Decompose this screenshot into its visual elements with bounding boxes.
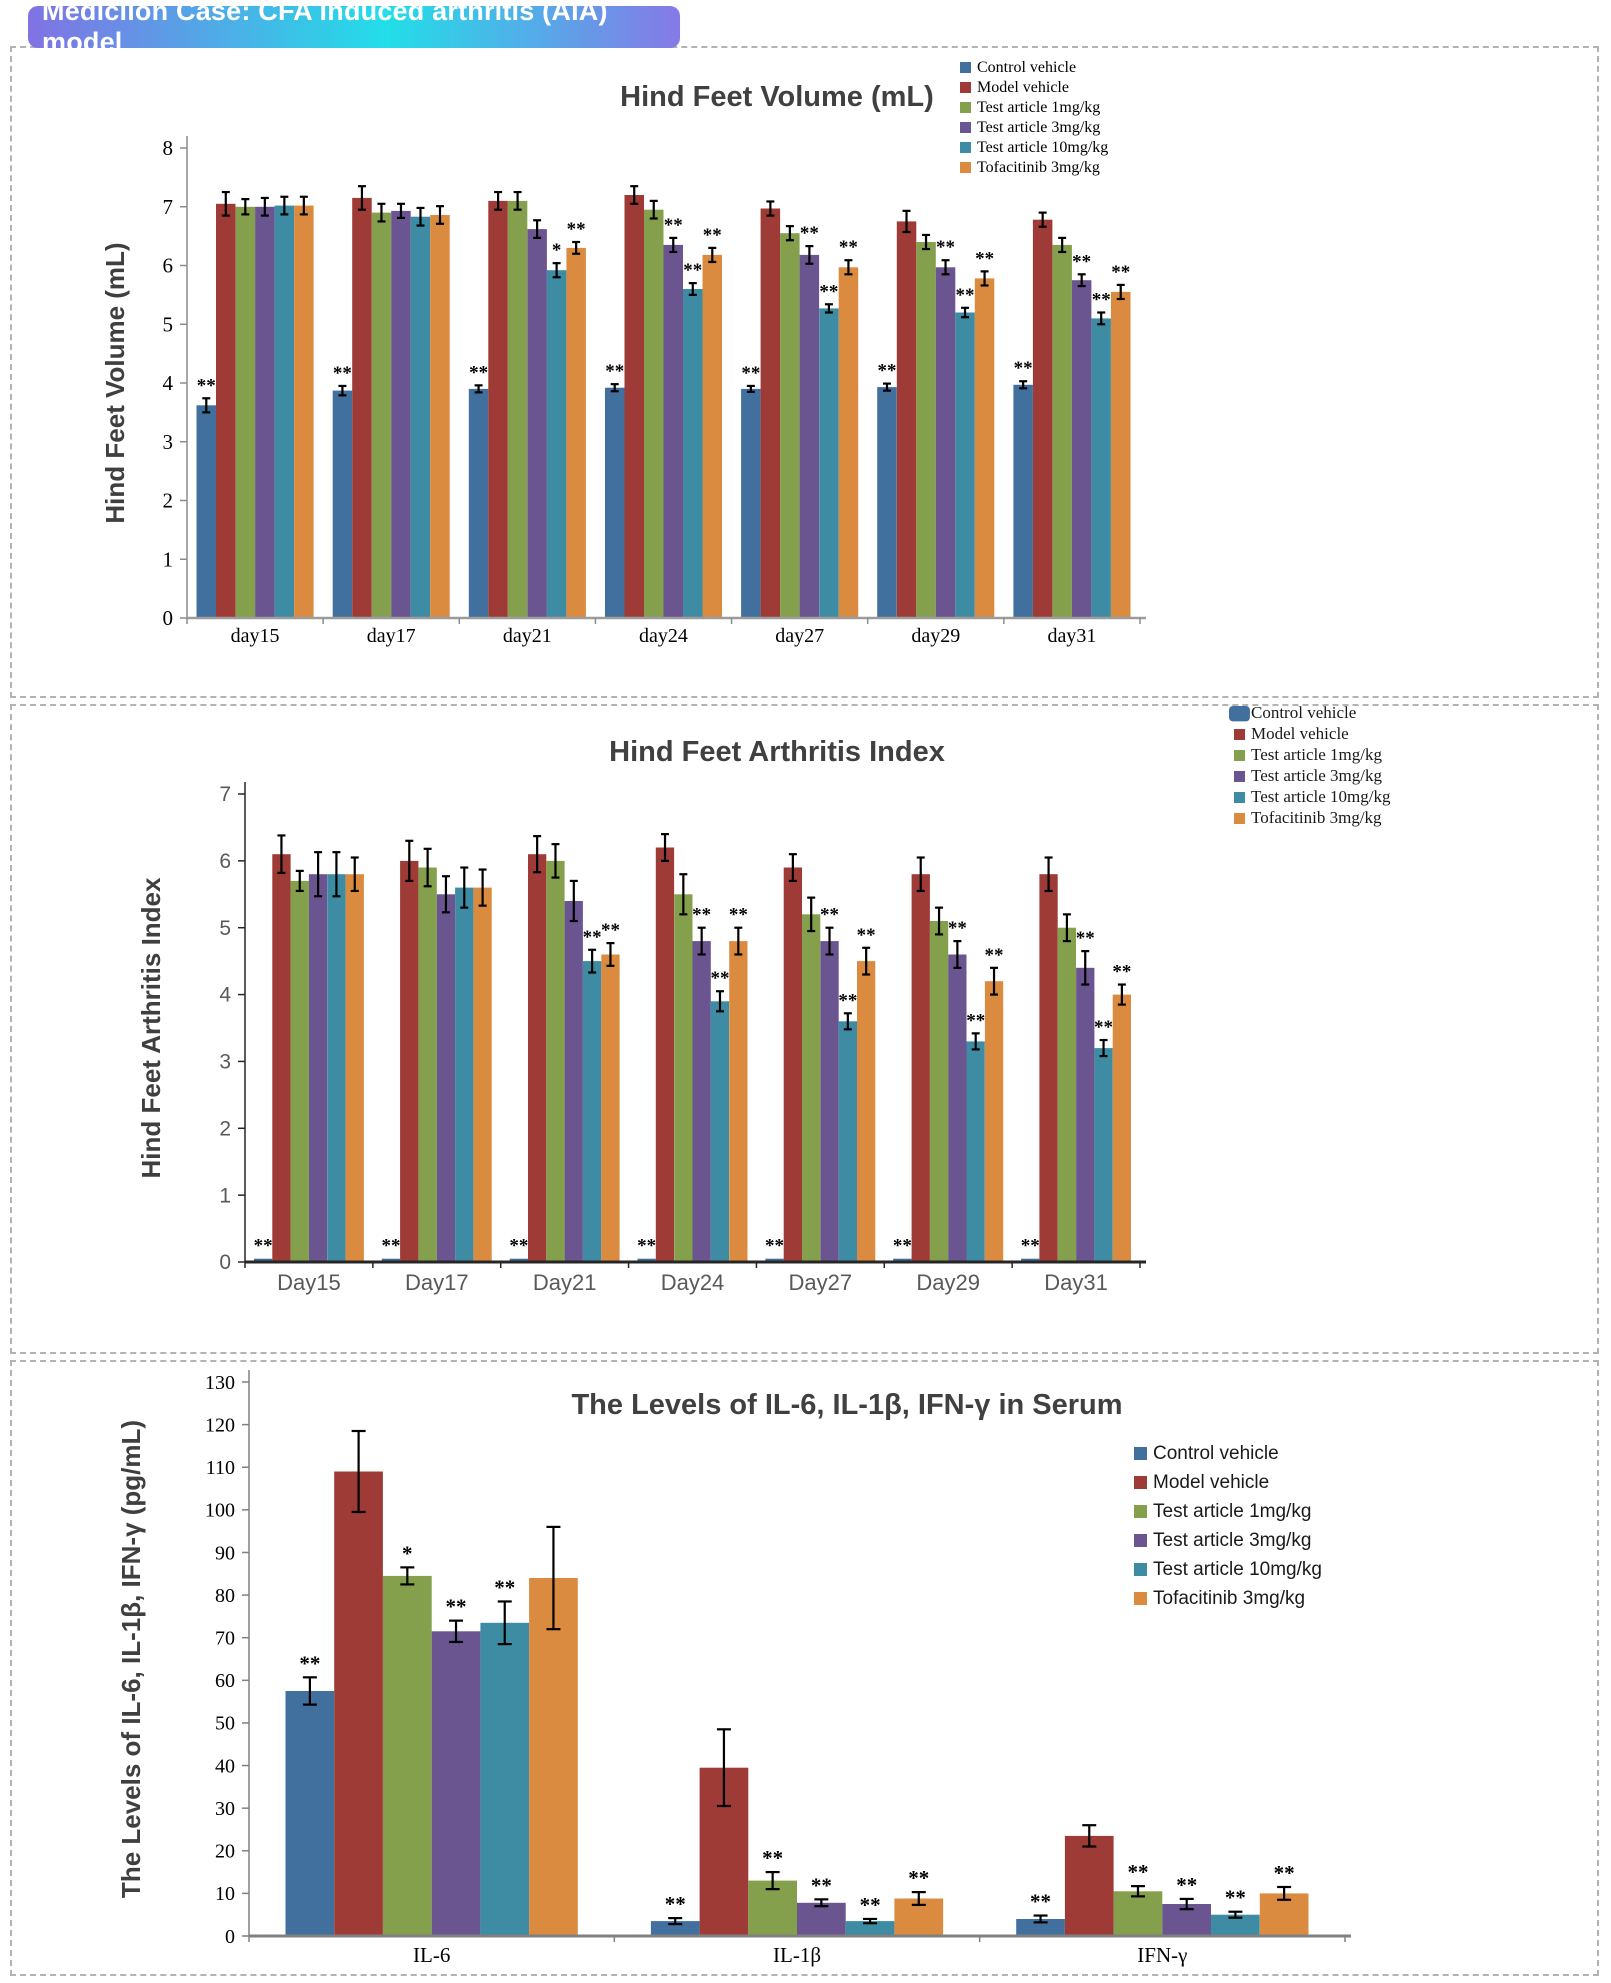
- legend: [1134, 1443, 1322, 1609]
- bar: [352, 198, 372, 618]
- chart-title: Hind Feet Volume (mL): [620, 81, 934, 113]
- sig-marker: **: [196, 375, 216, 397]
- legend-swatch: [1234, 750, 1245, 761]
- y-tick-label: 3: [162, 429, 173, 454]
- legend-swatch: [1234, 729, 1245, 740]
- sig-marker: **: [799, 223, 819, 245]
- bar: [529, 1578, 578, 1936]
- bar: [286, 1691, 335, 1936]
- bar: [400, 861, 418, 1262]
- sig-marker: **: [381, 1235, 401, 1257]
- panel-hind-feet-arthritis-index: [10, 704, 1599, 1354]
- legend-item: [960, 59, 1076, 76]
- y-tick-label: 7: [219, 783, 231, 807]
- bar: [1065, 1836, 1114, 1936]
- y-tick-label: 0: [225, 1925, 235, 1948]
- bar: [912, 874, 930, 1262]
- y-tick-label: 3: [219, 1050, 231, 1074]
- bar: [916, 242, 936, 618]
- y-tick-label: 5: [162, 312, 173, 337]
- legend-swatch: [1134, 1476, 1147, 1489]
- sig-marker: **: [509, 1235, 529, 1257]
- bar: [430, 215, 450, 618]
- legend-item: [1134, 1501, 1311, 1522]
- legend-label: Test article 3mg/kg: [977, 119, 1101, 136]
- y-axis-title: The Levels of IL-6, IL-1β, IFN-γ (pg/mL): [116, 1419, 146, 1899]
- y-tick-label: 6: [219, 849, 231, 873]
- legend-label: Control vehicle: [1251, 706, 1357, 722]
- sig-marker: **: [702, 224, 722, 246]
- y-tick-label: 7: [162, 194, 173, 219]
- bar: [546, 861, 564, 1262]
- legend: [960, 59, 1108, 176]
- bar: [1076, 968, 1094, 1262]
- serum-cytokine-levels-chart: [12, 1362, 1597, 1974]
- sig-marker: **: [1094, 1017, 1114, 1039]
- bar: [291, 881, 309, 1262]
- legend-label: Test article 1mg/kg: [1251, 745, 1382, 764]
- sig-marker: **: [877, 360, 897, 382]
- legend-item: [960, 119, 1100, 136]
- bar: [967, 1041, 985, 1262]
- legend-item: [960, 79, 1069, 96]
- legend-swatch: [960, 162, 971, 173]
- legend-label: Test article 1mg/kg: [977, 99, 1101, 116]
- bar: [877, 387, 897, 618]
- bar: [703, 255, 723, 618]
- bar: [488, 201, 508, 618]
- bar: [309, 874, 327, 1262]
- bar: [437, 894, 455, 1262]
- bar: [784, 868, 802, 1263]
- y-tick-label: 20: [215, 1840, 235, 1863]
- bar: [761, 209, 781, 619]
- y-tick-label: 70: [215, 1627, 235, 1650]
- legend-swatch: [960, 102, 971, 113]
- legend-swatch: [1134, 1534, 1147, 1547]
- legend-swatch: [1134, 1563, 1147, 1576]
- bar: [797, 1903, 846, 1936]
- legend-label: Test article 1mg/kg: [1153, 1501, 1312, 1522]
- sig-marker: **: [683, 260, 703, 282]
- sig-marker: **: [762, 1846, 784, 1871]
- y-tick-label: 5: [219, 916, 231, 940]
- y-tick-label: 90: [215, 1542, 235, 1565]
- bar: [625, 195, 645, 618]
- bar: [469, 389, 489, 618]
- panel-serum-cytokine-levels: [10, 1360, 1599, 1976]
- bar: [372, 213, 392, 618]
- sig-marker: **: [710, 968, 730, 990]
- hind-feet-arthritis-index-chart: [12, 706, 1597, 1352]
- y-tick-label: 110: [205, 1457, 235, 1480]
- sig-marker: **: [253, 1235, 273, 1257]
- y-tick-label: 60: [215, 1670, 235, 1693]
- sig-marker: **: [1013, 358, 1033, 380]
- y-tick-label: 100: [205, 1499, 235, 1522]
- bar: [693, 941, 711, 1262]
- legend-item: [1229, 706, 1356, 722]
- sig-marker: **: [856, 924, 876, 946]
- bar: [780, 233, 800, 618]
- x-category-label: day17: [366, 625, 416, 647]
- error-bar: [1019, 381, 1027, 388]
- bar: [1114, 1891, 1163, 1936]
- sig-marker: **: [947, 918, 967, 940]
- x-category-label: day24: [639, 625, 688, 647]
- sig-marker: **: [692, 904, 712, 926]
- bar: [644, 210, 664, 618]
- legend-item: [1234, 745, 1382, 764]
- bar: [473, 888, 491, 1262]
- y-tick-label: 2: [162, 488, 173, 513]
- y-tick-label: 0: [162, 606, 173, 631]
- x-category-label: IFN-γ: [1137, 1943, 1188, 1967]
- x-category-label: IL-1β: [773, 1943, 821, 1967]
- legend-label: Model vehicle: [1251, 724, 1349, 743]
- sig-marker: **: [1075, 928, 1095, 950]
- bar: [975, 278, 995, 618]
- bar: [948, 955, 966, 1263]
- error-bar: [814, 1899, 828, 1906]
- bar: [1072, 280, 1092, 618]
- x-category-label: day27: [775, 625, 825, 647]
- bar: [605, 388, 625, 618]
- y-tick-label: 0: [219, 1251, 231, 1275]
- bar: [664, 245, 684, 618]
- bar: [819, 308, 839, 618]
- sig-marker: **: [838, 237, 858, 259]
- legend-item: [1234, 766, 1382, 785]
- sig-marker: **: [637, 1235, 657, 1257]
- bar: [1094, 1048, 1112, 1262]
- error-bar: [747, 386, 755, 392]
- legend-swatch: [960, 142, 971, 153]
- sig-marker: **: [810, 1873, 832, 1898]
- bar: [839, 267, 859, 618]
- chart-title: Hind Feet Arthritis Index: [609, 736, 945, 768]
- sig-marker: **: [664, 1892, 686, 1917]
- sig-marker: **: [1072, 251, 1092, 273]
- sig-marker: **: [332, 362, 352, 384]
- legend-item: [1234, 787, 1391, 806]
- bar: [930, 921, 948, 1262]
- sig-marker: **: [582, 926, 602, 948]
- x-category-label: day29: [911, 625, 961, 647]
- bar: [566, 248, 586, 618]
- sig-marker: **: [445, 1594, 467, 1619]
- bar: [1058, 928, 1076, 1262]
- sig-marker: **: [936, 237, 956, 259]
- legend-label: Test article 10mg/kg: [977, 139, 1109, 156]
- error-bar: [475, 385, 483, 392]
- y-tick-label: 2: [219, 1117, 231, 1141]
- x-category-label: day15: [230, 625, 280, 647]
- y-tick-label: 8: [162, 136, 173, 161]
- y-axis-title: Hind Feet Arthritis Index: [136, 877, 166, 1179]
- x-category-label: Day27: [788, 1270, 853, 1295]
- bar: [480, 1623, 529, 1936]
- page-title-banner: [28, 0, 680, 57]
- sig-marker: **: [1112, 961, 1132, 983]
- y-tick-label: 40: [215, 1755, 235, 1778]
- y-tick-label: 6: [162, 253, 173, 278]
- sig-marker: **: [600, 920, 620, 942]
- y-tick-label: 1: [219, 1184, 231, 1208]
- sig-marker: *: [551, 240, 562, 262]
- bar: [275, 206, 295, 618]
- sig-marker: **: [765, 1235, 785, 1257]
- bar: [432, 1631, 481, 1936]
- legend-item: [1234, 724, 1349, 743]
- legend-label: Tofacitinib 3mg/kg: [977, 159, 1100, 176]
- sig-marker: **: [566, 219, 586, 240]
- y-tick-label: 130: [205, 1371, 235, 1394]
- sig-marker: *: [402, 1541, 413, 1566]
- sig-marker: **: [1273, 1860, 1295, 1885]
- bars: [254, 834, 1132, 1262]
- x-category-label: Day21: [532, 1270, 597, 1295]
- bar: [985, 981, 1003, 1262]
- y-tick-label: 4: [162, 371, 173, 396]
- bar: [857, 961, 875, 1262]
- bar: [508, 201, 528, 618]
- sig-marker: **: [820, 904, 840, 926]
- y-tick-label: 4: [219, 983, 231, 1007]
- legend-label: Tofacitinib 3mg/kg: [1153, 1588, 1306, 1609]
- sig-marker: **: [892, 1235, 912, 1257]
- y-tick-label: 1: [162, 547, 173, 572]
- sig-marker: **: [469, 362, 489, 384]
- x-category-label: day21: [502, 625, 552, 647]
- bar: [897, 221, 917, 618]
- legend-item: [960, 99, 1100, 116]
- chart-title: The Levels of IL-6, IL-1β, IFN-γ in Serum: [571, 1389, 1123, 1421]
- legend-label: Test article 3mg/kg: [1251, 766, 1382, 785]
- bar: [419, 868, 437, 1263]
- x-category-label: Day24: [660, 1270, 725, 1295]
- error-bar: [1034, 1916, 1048, 1923]
- bar: [236, 207, 256, 618]
- page-title: Medicilon Case: CFA induced arthritis (AIA) model: [42, 0, 608, 57]
- bar: [216, 204, 236, 618]
- x-category-label: day31: [1047, 625, 1097, 647]
- bar: [527, 229, 547, 618]
- legend-label: Control vehicle: [1153, 1443, 1279, 1464]
- bar: [455, 888, 473, 1262]
- legend-label: Control vehicle: [977, 59, 1077, 76]
- legend-item: [1134, 1559, 1322, 1580]
- y-tick-label: 10: [215, 1883, 235, 1906]
- y-axis-title: Hind Feet Volume (mL): [100, 242, 130, 524]
- bar: [333, 391, 353, 618]
- sig-marker: **: [1020, 1235, 1040, 1257]
- y-tick-label: 80: [215, 1584, 235, 1607]
- bar: [391, 211, 411, 618]
- bar: [1111, 292, 1131, 618]
- sig-marker: **: [728, 904, 748, 926]
- bar: [656, 848, 674, 1263]
- sig-marker: **: [1091, 289, 1111, 311]
- bar: [711, 1001, 729, 1262]
- legend-swatch: [960, 62, 971, 73]
- bar: [294, 206, 314, 618]
- error-bar: [1228, 1912, 1242, 1918]
- sig-marker: **: [1030, 1889, 1052, 1914]
- x-category-label: Day29: [916, 1270, 981, 1295]
- legend-label: Test article 10mg/kg: [1251, 787, 1391, 806]
- bar: [674, 894, 692, 1262]
- x-category-label: Day17: [404, 1270, 469, 1295]
- legend-item: [1134, 1530, 1311, 1551]
- y-tick-label: 120: [205, 1414, 235, 1437]
- legend-swatch: [1234, 771, 1245, 782]
- legend-label: Tofacitinib 3mg/kg: [1251, 808, 1382, 827]
- bar: [346, 874, 364, 1262]
- sig-marker: **: [966, 1010, 986, 1032]
- legend-item: [1134, 1588, 1305, 1609]
- x-category-label: Day15: [277, 1270, 341, 1295]
- legend-item: [960, 159, 1100, 176]
- sig-marker: **: [819, 281, 839, 303]
- legend-swatch: [960, 82, 971, 93]
- legend-swatch: [1134, 1447, 1147, 1460]
- sig-marker: **: [859, 1892, 881, 1917]
- bar: [411, 217, 431, 618]
- bar: [1033, 220, 1053, 618]
- sig-marker: **: [663, 214, 683, 236]
- bar: [1052, 245, 1072, 618]
- sig-marker: **: [975, 248, 995, 270]
- legend: [1229, 706, 1391, 827]
- legend-label: Test article 3mg/kg: [1153, 1530, 1312, 1551]
- bar: [528, 854, 546, 1262]
- bar: [802, 914, 820, 1262]
- error-bar: [668, 1918, 682, 1924]
- bar: [683, 289, 703, 618]
- bar: [741, 389, 761, 618]
- sig-marker: **: [1224, 1885, 1246, 1910]
- bar: [583, 961, 601, 1262]
- bar: [936, 267, 956, 618]
- sig-marker: **: [1176, 1872, 1198, 1897]
- legend-swatch: [1134, 1592, 1147, 1605]
- bar: [383, 1576, 432, 1936]
- y-tick-label: 30: [215, 1797, 235, 1820]
- bar: [955, 313, 975, 619]
- sig-marker: **: [605, 361, 625, 383]
- legend-swatch: [1234, 792, 1245, 803]
- bar: [272, 854, 290, 1262]
- hind-feet-volume-chart: [12, 48, 1597, 696]
- bar: [800, 255, 820, 618]
- legend-item: [1134, 1443, 1279, 1464]
- sig-marker: **: [1127, 1860, 1149, 1885]
- sig-marker: **: [494, 1575, 516, 1600]
- bar: [1039, 874, 1057, 1262]
- bar: [1091, 318, 1111, 618]
- legend-label: Model vehicle: [1153, 1472, 1270, 1493]
- bar: [820, 941, 838, 1262]
- bar: [1113, 995, 1131, 1262]
- x-category-label: IL-6: [413, 1943, 451, 1967]
- bar: [839, 1021, 857, 1262]
- sig-marker: **: [955, 284, 975, 306]
- bar: [547, 270, 567, 618]
- error-bar: [863, 1919, 877, 1923]
- legend-swatch: [1134, 1505, 1147, 1518]
- sig-marker: **: [838, 990, 858, 1012]
- legend-item: [1134, 1472, 1269, 1493]
- legend-swatch: [1234, 813, 1245, 824]
- sig-marker: **: [984, 944, 1004, 966]
- bar: [729, 941, 747, 1262]
- legend-swatch: [960, 122, 971, 133]
- y-tick-label: 50: [215, 1712, 235, 1735]
- legend-item: [960, 139, 1108, 156]
- panel-hind-feet-volume: [10, 46, 1599, 698]
- legend-item: [1234, 808, 1382, 827]
- bar: [565, 901, 583, 1262]
- bar: [327, 874, 345, 1262]
- bar: [1013, 385, 1033, 618]
- bar: [197, 405, 217, 618]
- bars: [197, 186, 1131, 618]
- sig-marker: **: [299, 1651, 321, 1676]
- bar: [255, 207, 275, 618]
- sig-marker: **: [908, 1866, 930, 1891]
- legend-label: Model vehicle: [977, 79, 1069, 96]
- sig-marker: **: [1111, 261, 1131, 283]
- legend-swatch: [1229, 706, 1250, 721]
- bar: [334, 1472, 383, 1937]
- x-category-label: Day31: [1044, 1270, 1108, 1295]
- bar: [601, 955, 619, 1263]
- legend-label: Test article 10mg/kg: [1153, 1559, 1322, 1580]
- sig-marker: **: [741, 362, 761, 384]
